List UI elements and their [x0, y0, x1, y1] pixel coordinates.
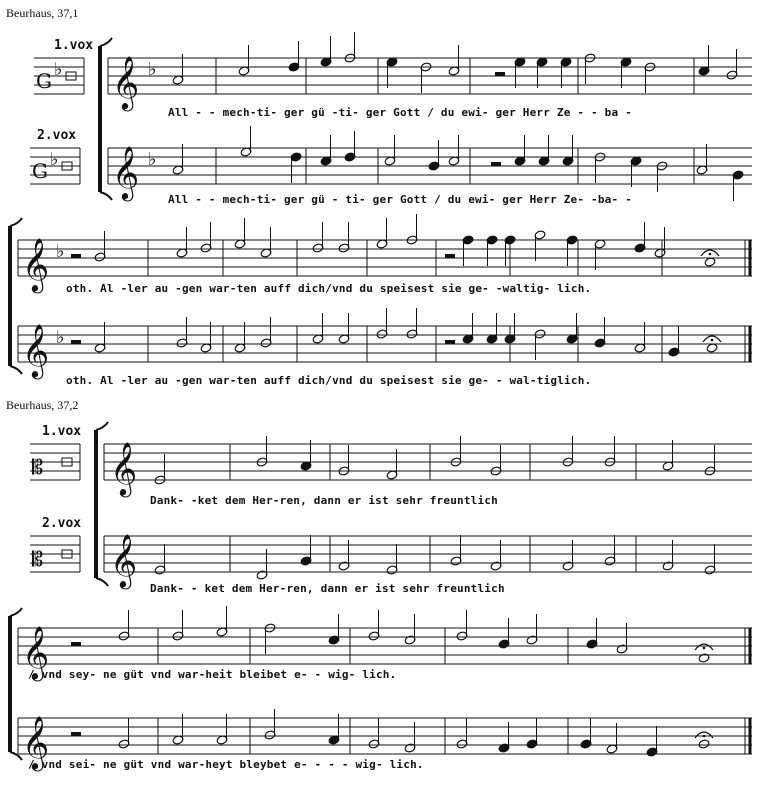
- treble-clef-icon: 𝄞: [110, 533, 138, 587]
- lyrics-s1-r1-v1: All - - mech-ti- ger gü -ti- ger Gott / du ewi- ger Herr Ze - - ba -: [168, 106, 632, 119]
- incipit-clef-icon: 𝄡: [32, 547, 44, 571]
- flat-icon: ♭: [56, 241, 65, 262]
- treble-clef-icon: 𝄞: [22, 715, 50, 769]
- treble-clef-icon: 𝄞: [22, 323, 50, 377]
- bracket-bottom: [100, 192, 112, 200]
- bracket-top: [10, 218, 22, 226]
- fermata-dot: [703, 735, 706, 738]
- rest-icon: [445, 254, 455, 258]
- section1-voice2-label: 2.vox: [37, 128, 77, 143]
- lyrics-s2-r2-v1: / vnd sey- ne güt vnd war-heit bleibet e- - wig- lich.: [28, 668, 397, 681]
- incipit-clef-icon: 𝄡: [32, 455, 44, 479]
- flat-icon: ♭: [54, 59, 63, 80]
- rest-icon: [71, 732, 81, 736]
- note-head: [698, 739, 710, 749]
- treble-clef-icon: 𝄞: [112, 145, 140, 199]
- fermata-dot: [703, 647, 706, 650]
- rest-icon: [495, 72, 505, 76]
- bracket-bottom: [10, 366, 22, 374]
- rest-icon: [71, 340, 81, 344]
- rest-icon: [71, 642, 81, 646]
- lyrics-s1-r2-v1: oth. Al -ler au -gen war-ten auff dich/vnd du speisest sie ge- -waltig- lich.: [66, 282, 592, 295]
- incipit-clef-icon: G: [32, 159, 48, 183]
- bracket-top: [100, 38, 112, 46]
- lyrics-s2-r1-v2: Dank- - ket dem Her-ren, dann er ist sehr freuntlich: [150, 582, 505, 595]
- section2-label: Beurhaus, 37,2: [6, 398, 79, 412]
- section1-voice1-label: 1.vox: [54, 38, 94, 53]
- section1-label: Beurhaus, 37,1: [6, 6, 79, 20]
- flat-icon: ♭: [148, 59, 157, 80]
- bracket-bottom: [96, 578, 108, 586]
- section2-voice1-label: 1.vox: [42, 424, 82, 439]
- treble-clef-icon: 𝄞: [110, 441, 138, 495]
- treble-clef-icon: 𝄞: [22, 237, 50, 291]
- rest-icon: [445, 340, 455, 344]
- treble-clef-icon: 𝄞: [22, 625, 50, 679]
- fermata-dot: [711, 339, 714, 342]
- lyrics-s1-r1-v2: All - - mech-ti- ger gü - ti- ger Gott / du ewi- ger Herr Ze- -ba- -: [168, 193, 632, 206]
- bracket-top: [10, 608, 22, 616]
- section2-voice2-label: 2.vox: [42, 516, 82, 531]
- incipit-clef-icon: G: [36, 69, 52, 93]
- flat-icon: ♭: [50, 149, 59, 170]
- fermata-dot: [709, 253, 712, 256]
- bracket-bottom: [10, 752, 22, 760]
- bracket-top: [96, 422, 108, 430]
- rest-icon: [71, 254, 81, 258]
- flat-icon: ♭: [56, 327, 65, 348]
- lyrics-s2-r2-v2: / vnd sei- ne güt vnd war-heyt bleybet e- - - - wig- lich.: [28, 758, 424, 771]
- lyrics-s1-r2-v2: oth. Al -ler au -gen war-ten auff dich/vnd du speisest sie ge- - wal-tiglich.: [66, 374, 592, 387]
- lyrics-s2-r1-v1: Dank- -ket dem Her-ren, dann er ist sehr freuntlich: [150, 494, 498, 507]
- note-head: [698, 653, 710, 663]
- rest-icon: [491, 162, 501, 166]
- flat-icon: ♭: [148, 149, 157, 170]
- treble-clef-icon: 𝄞: [112, 55, 140, 109]
